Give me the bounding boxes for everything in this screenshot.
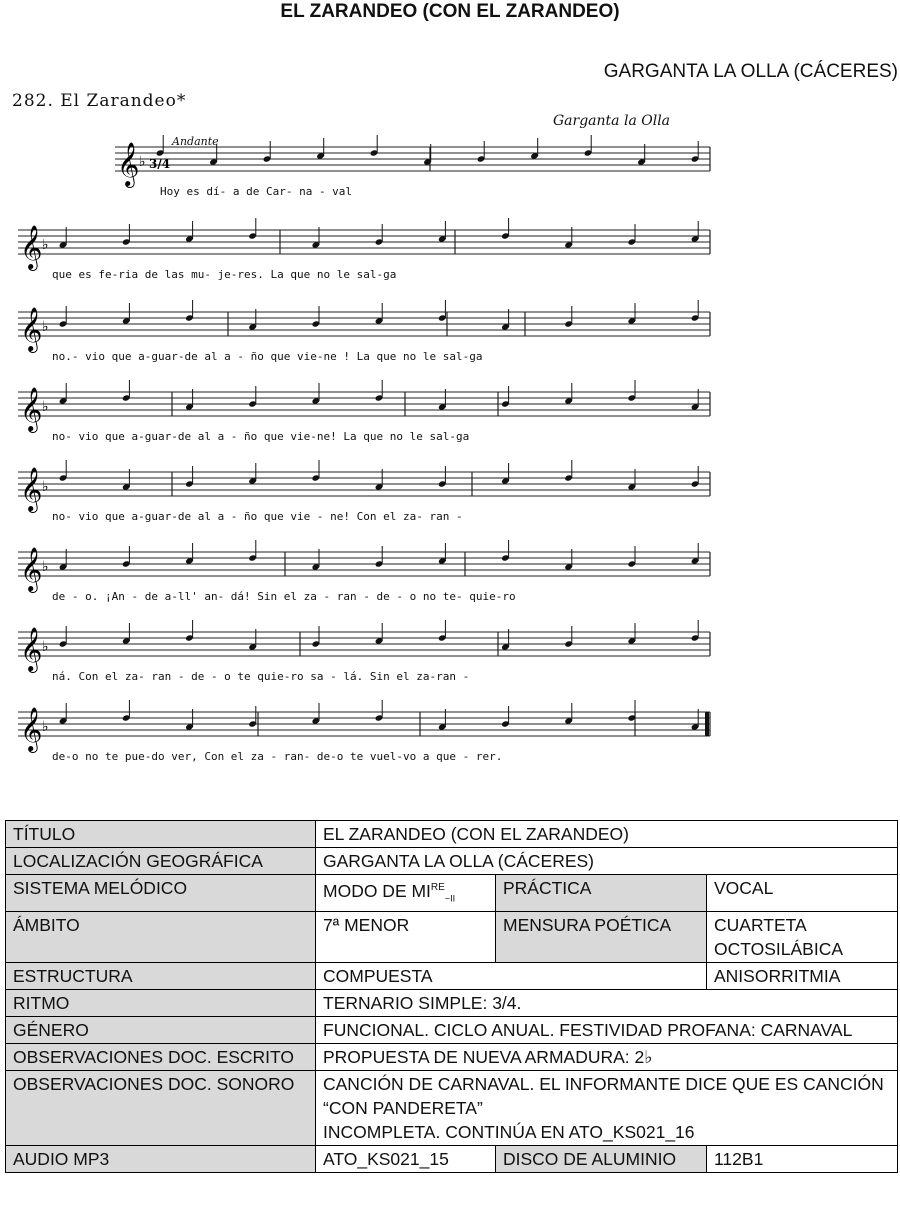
lyric-line: que es fe-ria de las mu- je-res. La que no le sal-ga: [52, 268, 397, 281]
staff-system: [0, 380, 900, 460]
lyric-line: ná. Con el za- ran - de - o te quie-ro sa - lá. Sin el za-ran -: [52, 670, 470, 683]
localizacion-label: LOCALIZACIÓN GEOGRÁFICA: [6, 848, 316, 875]
staff-system: [0, 460, 900, 540]
treble-clef-icon: 𝄞: [20, 707, 43, 751]
flat-icon: ♭: [42, 719, 49, 735]
time-signature: 3/4: [149, 157, 171, 171]
score-tempo: Andante: [172, 135, 219, 148]
titulo-label: TÍTULO: [6, 821, 316, 848]
lyric-line: de-o no te pue-do ver, Con el za - ran- de-o te vuel-vo a que - rer.: [52, 750, 503, 763]
lyric-line: no.- vio que a-guar-de al a - ño que vie-ne ! La que no le sal-ga: [52, 350, 483, 363]
row-obs-escrito: [6, 1044, 898, 1071]
ritmo-label: RITMO: [6, 990, 316, 1017]
audio-label: AUDIO MP3: [6, 1146, 316, 1173]
mensura-label: MENSURA POÉTICA: [496, 912, 707, 963]
obs-escrito-value: PROPUESTA DE NUEVA ARMADURA: 2♭: [316, 1044, 898, 1071]
row-genero: [6, 1017, 898, 1044]
estructura-extra: ANISORRITMIA: [707, 963, 898, 990]
lyric-line: no- vio que a-guar-de al a - ño que vie - ne! Con el za- ran -: [52, 510, 463, 523]
row-audio: [6, 1146, 898, 1173]
audio-value: ATO_KS021_15: [316, 1146, 496, 1173]
ambito-value: 7ª MENOR: [316, 912, 496, 963]
practica-label: PRÁCTICA: [496, 875, 707, 912]
estructura-value: COMPUESTA: [316, 963, 707, 990]
row-localizacion: [6, 848, 898, 875]
music-score: [0, 85, 900, 775]
treble-clef-icon: 𝄞: [20, 307, 43, 351]
sistema-cell: [316, 875, 496, 912]
titulo-value: EL ZARANDEO (CON EL ZARANDEO): [316, 821, 898, 848]
row-estructura: [6, 963, 898, 990]
genero-value: FUNCIONAL. CICLO ANUAL. FESTIVIDAD PROFANA: CARNAVAL: [316, 1017, 898, 1044]
sistema-label: SISTEMA MELÓDICO: [6, 875, 316, 912]
treble-clef-icon: 𝄞: [20, 387, 43, 431]
obs-escrito-label: OBSERVACIONES DOC. ESCRITO: [6, 1044, 316, 1071]
sistema-sub: ~II: [444, 893, 456, 904]
mensura-value: CUARTETA OCTOSILÁBICA: [707, 912, 898, 963]
ritmo-value: TERNARIO SIMPLE: 3/4.: [316, 990, 898, 1017]
staff-system: [0, 540, 900, 620]
obs-sonoro-label: OBSERVACIONES DOC. SONORO: [6, 1071, 316, 1146]
localizacion-value: GARGANTA LA OLLA (CÁCERES): [316, 848, 898, 875]
lyric-line: Hoy es dí- a de Car- na - val: [160, 185, 353, 198]
metadata-table: [5, 820, 898, 1173]
treble-clef-icon: 𝄞: [20, 627, 43, 671]
treble-clef-icon: 𝄞: [20, 547, 43, 591]
obs-sonoro-line1: CANCIÓN DE CARNAVAL. EL INFORMANTE DICE QUE ES CANCIÓN “CON PANDERETA”: [323, 1074, 884, 1119]
flat-icon: ♭: [42, 319, 49, 335]
staff-system: [0, 300, 900, 380]
obs-sonoro-value: [316, 1071, 898, 1146]
staff-system: [0, 700, 900, 780]
flat-icon: ♭: [42, 639, 49, 655]
genero-label: GÉNERO: [6, 1017, 316, 1044]
treble-clef-icon: 𝄞: [117, 142, 140, 186]
estructura-label: ESTRUCTURA: [6, 963, 316, 990]
sistema-sup: RE: [430, 882, 445, 893]
staff-system: [0, 218, 900, 298]
treble-clef-icon: 𝄞: [20, 467, 43, 511]
disco-value: 112B1: [707, 1146, 898, 1173]
lyric-line: no- vio que a-guar-de al a - ño que vie-ne! La que no le sal-ga: [52, 430, 470, 443]
staff-system: [0, 135, 900, 215]
flat-icon: ♭: [42, 559, 49, 575]
flat-icon: ♭: [42, 237, 49, 253]
ambito-label: ÁMBITO: [6, 912, 316, 963]
final-bar: [705, 712, 709, 736]
row-titulo: [6, 821, 898, 848]
row-ritmo: [6, 990, 898, 1017]
lyric-line: de - o. ¡An - de a-ll' an- dá! Sin el za - ran - de - o no te- quie-ro: [52, 590, 516, 603]
obs-sonoro-line2: INCOMPLETA. CONTINÚA EN ATO_KS021_16: [323, 1122, 695, 1143]
row-obs-sonoro: [6, 1071, 898, 1146]
flat-icon: ♭: [42, 399, 49, 415]
score-heading: 282. El Zarandeo*: [12, 91, 187, 111]
page-title: EL ZARANDEO (CON EL ZARANDEO): [280, 1, 620, 22]
score-place: Garganta la Olla: [553, 113, 671, 129]
practica-value: VOCAL: [707, 875, 898, 912]
disco-label: DISCO DE ALUMINIO: [496, 1146, 707, 1173]
staff-svg: [0, 135, 900, 195]
staff-system: [0, 620, 900, 700]
row-sistema: [6, 875, 898, 912]
row-ambito: [6, 912, 898, 963]
sistema-value: MODO DE MI: [323, 880, 431, 901]
flat-icon: ♭: [139, 154, 146, 170]
treble-clef-icon: 𝄞: [20, 225, 43, 269]
flat-icon: ♭: [42, 479, 49, 495]
page-location: GARGANTA LA OLLA (CÁCERES): [603, 61, 898, 82]
